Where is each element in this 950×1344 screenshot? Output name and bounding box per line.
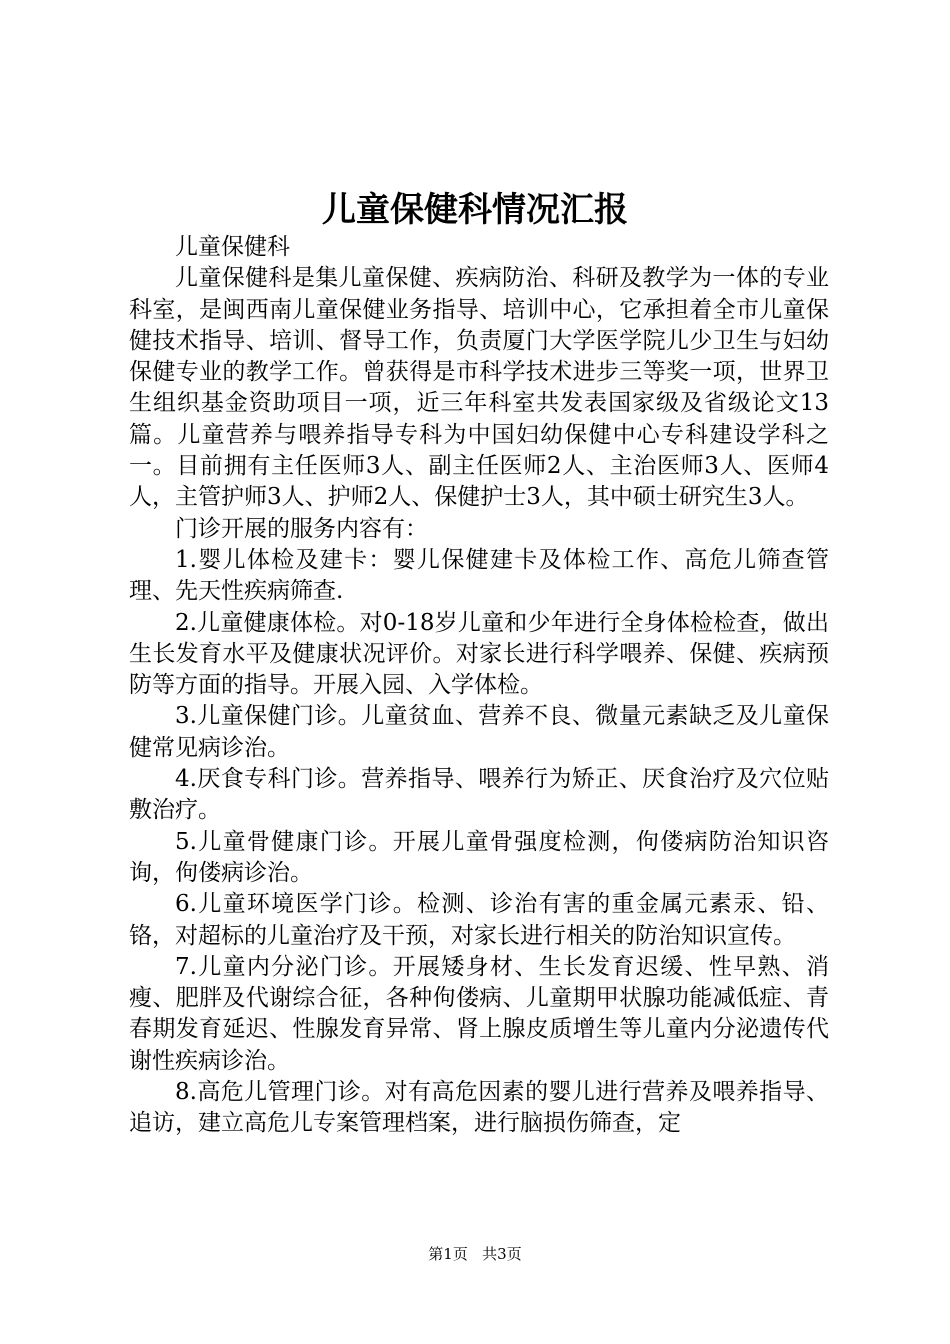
paragraph-service-item: 4.厌食专科门诊。营养指导、喂养行为矫正、厌食治疗及穴位贴敷治疗。 (129, 766, 829, 824)
paragraph-service-item: 5.儿童骨健康门诊。开展儿童骨强度检测，佝偻病防治知识咨询，佝偻病诊治。 (129, 828, 829, 886)
page-footer (0, 1244, 950, 1264)
paragraph-services-heading: 门诊开展的服务内容有： (175, 515, 428, 542)
document-title: 儿童保健科情况汇报 (322, 190, 628, 230)
paragraph-service-item: 3.儿童保健门诊。儿童贫血、营养不良、微量元素缺乏及儿童保健常见病诊治。 (129, 703, 829, 761)
total-pages: 共3页 (482, 1245, 522, 1263)
document-body (129, 232, 829, 1140)
paragraph-service-item: 6.儿童环境医学门诊。检测、诊治有害的重金属元素汞、铅、铬，对超标的儿童治疗及干预，对家长进行相关的防治知识宣传。 (129, 891, 829, 949)
paragraph-service-item: 7.儿童内分泌门诊。开展矮身材、生长发育迟缓、性早熟、消瘦、肥胖及代谢综合征，各种佝偻病、儿童期甲状腺功能减低症、青春期发育延迟、性腺发育异常、肾上腺皮质增生等儿童内分泌遗传代谢性疾病诊治。 (129, 953, 829, 1074)
paragraph-department-name: 儿童保健科 (175, 234, 290, 260)
paragraph-service-item: 8.高危儿管理门诊。对有高危因素的婴儿进行营养及喂养指导、追访，建立高危儿专案管理档案，进行脑损伤筛查，定 (129, 1079, 829, 1137)
page-indicator: 第1页 (428, 1245, 468, 1263)
paragraph-service-item: 2.儿童健康体检。对0-18岁儿童和少年进行全身体检检查，做出生长发育水平及健康状况评价。对家长进行科学喂养、保健、疾病预防等方面的指导。开展入园、入学体检。 (129, 609, 829, 699)
paragraph-department-intro: 儿童保健科是集儿童保健、疾病防治、科研及教学为一体的专业科室，是闽西南儿童保健业务指导、培训中心，它承担着全市儿童保健技术指导、培训、督导工作，负责厦门大学医学院儿少卫生与妇幼保健专业的教学工作。曾获得是市科学技术进步三等奖一项，世界卫生组织基金资助项目一项，近三年科室共发表国家级及省级论文13篇。儿童营养与喂养指导专科为中国妇幼保健中心专科建设学科之一。目前拥有主任医师3人、副主任医师2人、主治医师3人、医师4人，主管护师3人、护师2人、保健护士3人，其中硕士研究生3人。 (129, 265, 829, 511)
paragraph-service-item: 1.婴儿体检及建卡：婴儿保健建卡及体检工作、高危儿筛查管理、先天性疾病筛查. (129, 546, 829, 605)
